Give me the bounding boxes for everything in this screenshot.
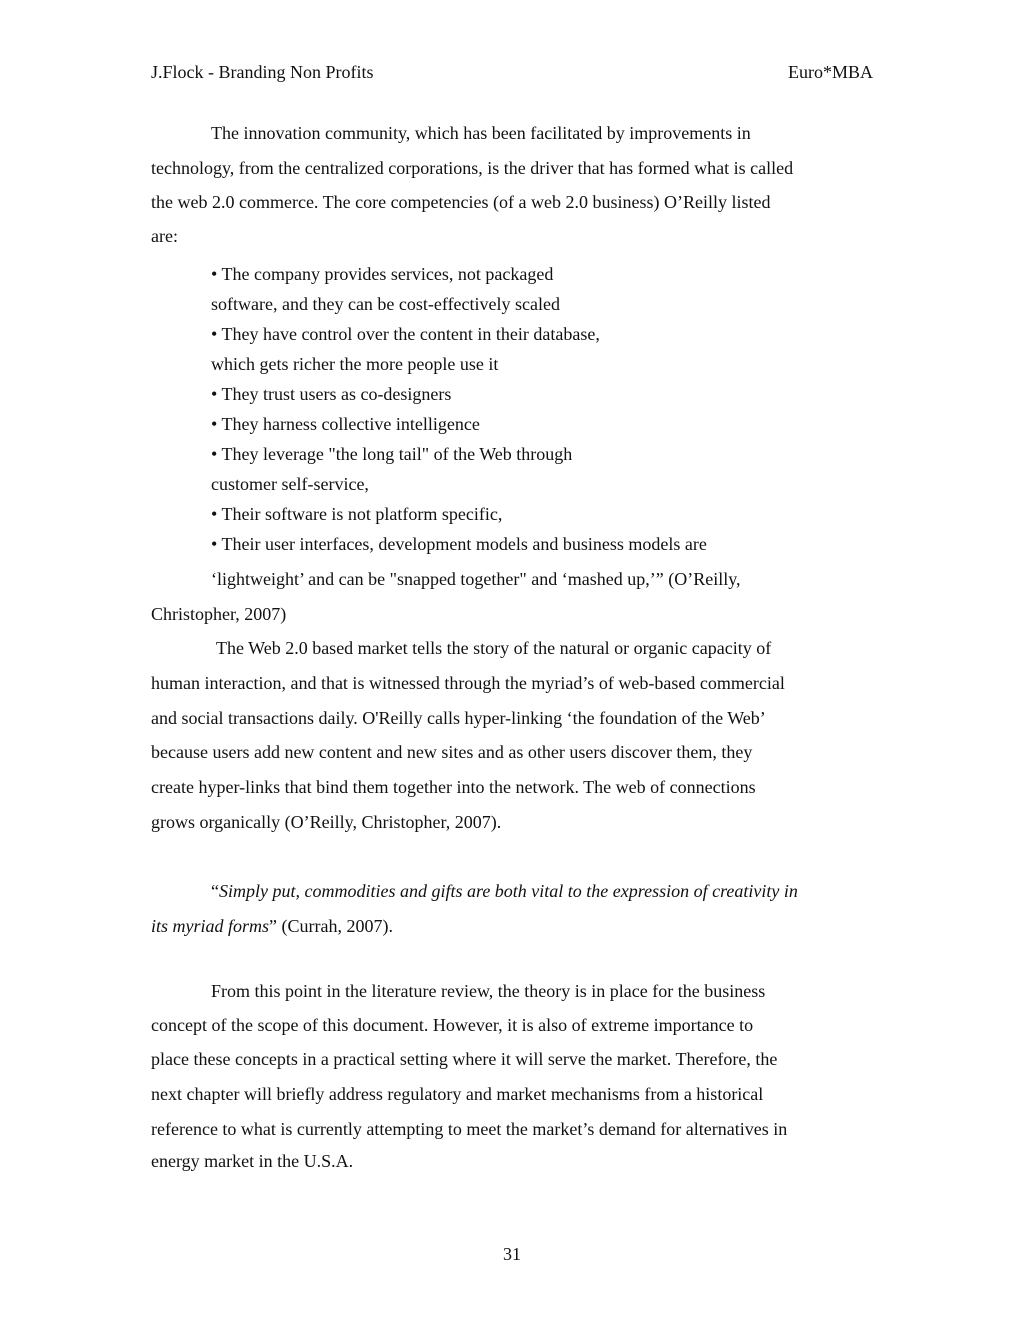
paragraph-line: energy market in the U.S.A. [151,1151,354,1171]
paragraph-line: grows organically (O’Reilly, Christopher, 2007). [151,812,502,832]
bullet-line: • They trust users as co-designers [211,384,452,404]
paragraph-line: human interaction, and that is witnessed through the myriad’s of web-based commercial [151,673,785,693]
bullet-line: • They leverage "the long tail" of the Web through [211,444,573,464]
bullet-line: • The company provides services, not packaged [211,264,554,284]
paragraph-line: From this point in the literature review, the theory is in place for the business [211,981,766,1001]
citation-line: Christopher, 2007) [151,604,287,624]
bullet-line: which gets richer the more people use it [211,354,499,374]
paragraph-line: the web 2.0 commerce. The core competencies (of a web 2.0 business) O’Reilly listed [151,192,771,212]
page-number: 31 [503,1244,521,1264]
bullet-line: • Their user interfaces, development models and business models are [211,534,707,554]
paragraph-line: place these concepts in a practical setting where it will serve the market. Therefore, the [151,1049,778,1069]
bullet-line: • Their software is not platform specific, [211,504,503,524]
paragraph-line: concept of the scope of this document. However, it is also of extreme importance to [151,1015,754,1035]
bullet-line: software, and they can be cost-effectively scaled [211,294,561,314]
paragraph-line: reference to what is currently attempting to meet the market’s demand for alternatives in [151,1119,788,1139]
paragraph-line: next chapter will briefly address regulatory and market mechanisms from a historical [151,1084,764,1104]
paragraph-line: The Web 2.0 based market tells the story of the natural or organic capacity of [216,638,772,658]
quote-open-mark: “ [211,881,219,901]
quote-line [151,917,393,935]
quote-citation: ” (Currah, 2007). [269,916,393,936]
quote-line [211,882,798,900]
paragraph-line: are: [151,226,178,246]
bullet-line: • They harness collective intelligence [211,414,480,434]
paragraph-line: create hyper-links that bind them together into the network. The web of connections [151,777,756,797]
paragraph-line: because users add new content and new sites and as other users discover them, they [151,742,753,762]
paragraph-line: and social transactions daily. O'Reilly calls hyper-linking ‘the foundation of the Web’ [151,708,766,728]
bullet-line: customer self-service, [211,474,369,494]
paragraph-line: technology, from the centralized corporations, is the driver that has formed what is called [151,158,794,178]
bullet-line: • They have control over the content in their database, [211,324,600,344]
paragraph-line: The innovation community, which has been facilitated by improvements in [211,123,751,143]
quote-italic-text: Simply put, commodities and gifts are both vital to the expression of creativity in [219,881,798,901]
quote-italic-text: its myriad forms [151,916,270,936]
running-header-program: Euro*MBA [788,62,873,82]
bullet-line: ‘lightweight’ and can be "snapped together" and ‘mashed up,’” (O’Reilly, [211,569,741,589]
running-header-title: J.Flock - Branding Non Profits [151,62,374,82]
